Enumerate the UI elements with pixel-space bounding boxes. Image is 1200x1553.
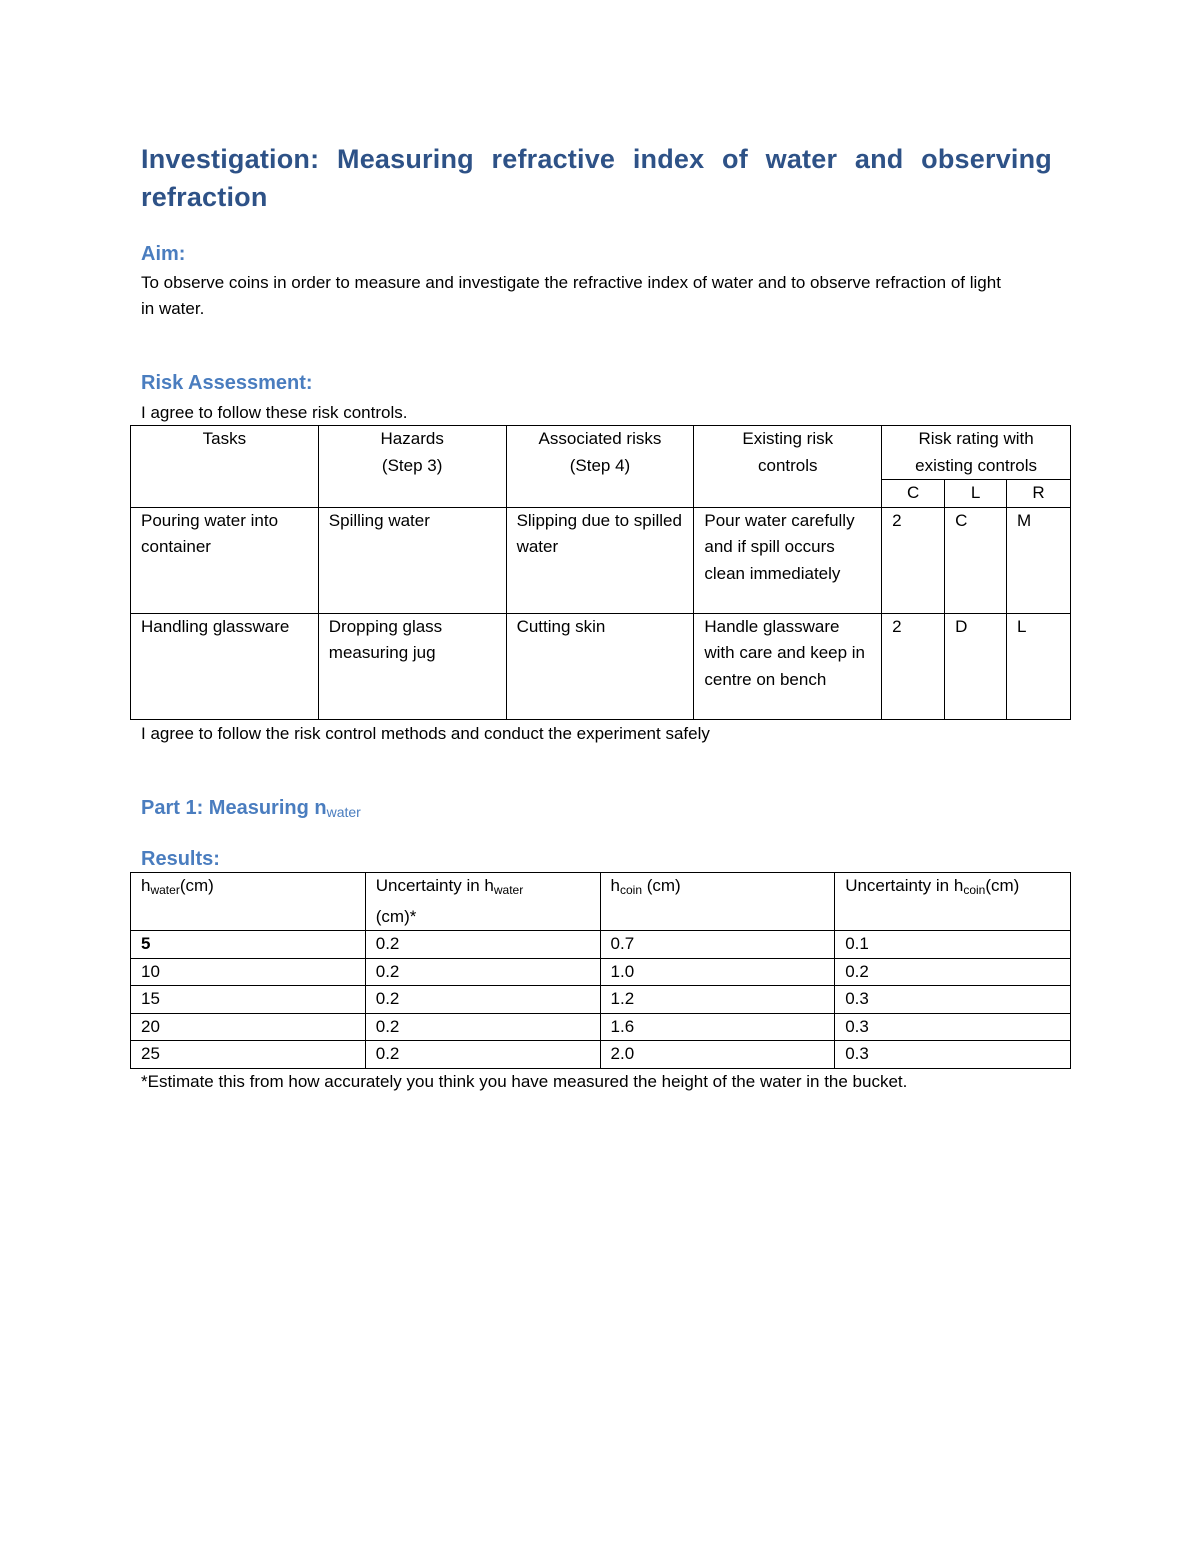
risk-task: Handling glassware: [131, 613, 319, 719]
risk-hazard: Spilling water: [318, 507, 506, 613]
risk-c: 2: [882, 507, 945, 613]
risk-associated: Cutting skin: [506, 613, 694, 719]
results-row: [131, 1041, 1071, 1069]
title-line-1: Investigation: Measuring refractive index of water and observing: [141, 144, 1052, 174]
h-water-value: 25: [131, 1041, 366, 1069]
risk-row: [131, 613, 1071, 719]
header-c: C: [882, 480, 945, 508]
risk-r: M: [1007, 507, 1071, 613]
uncertainty-h-water-value: 0.2: [365, 931, 600, 959]
risk-row: [131, 507, 1071, 613]
risk-heading: Risk Assessment:: [141, 372, 313, 394]
uncertainty-h-coin-value: 0.3: [835, 986, 1071, 1014]
header-hazards: Hazards (Step 3): [318, 426, 506, 508]
title-line-2: refraction: [141, 182, 268, 212]
aim-heading: Aim:: [141, 243, 186, 265]
risk-intro: I agree to follow these risk controls.: [141, 403, 408, 422]
results-row: [131, 986, 1071, 1014]
uncertainty-h-coin-value: 0.1: [835, 931, 1071, 959]
header-tasks: Tasks: [131, 426, 319, 508]
header-h-coin: $h_{coin}$ (cm): [600, 873, 835, 931]
h-water-value: 20: [131, 1013, 366, 1041]
header-risk-rating: Risk rating with existing controls: [882, 426, 1071, 480]
header-existing-controls: Existing risk controls: [694, 426, 882, 508]
risk-l: D: [945, 613, 1007, 719]
part1-heading-sub: water: [326, 804, 361, 820]
uncertainty-h-coin-value: 0.3: [835, 1013, 1071, 1041]
h-coin-value: 2.0: [600, 1041, 835, 1069]
header-r: R: [1007, 480, 1071, 508]
h-water-value: 10: [131, 958, 366, 986]
uncertainty-h-water-value: 0.2: [365, 1041, 600, 1069]
results-row: [131, 931, 1071, 959]
header-associated-risks: Associated risks (Step 4): [506, 426, 694, 508]
uncertainty-h-coin-value: 0.3: [835, 1041, 1071, 1069]
page-title: [141, 140, 1061, 216]
risk-r: L: [1007, 613, 1071, 719]
header-uncertainty-h-coin: Uncertainty in $h_{coin}(cm)$: [835, 873, 1071, 931]
results-row: [131, 958, 1071, 986]
uncertainty-h-water-value: 0.2: [365, 986, 600, 1014]
risk-header-row: [131, 426, 1071, 480]
uncertainty-h-coin-value: 0.2: [835, 958, 1071, 986]
header-h-water: $h_{water}(cm)$: [131, 873, 366, 931]
results-header-row: [131, 873, 1071, 931]
h-water-value: 5: [131, 931, 366, 959]
h-coin-value: 1.0: [600, 958, 835, 986]
results-row: [131, 1013, 1071, 1041]
uncertainty-h-water-value: 0.2: [365, 1013, 600, 1041]
risk-c: 2: [882, 613, 945, 719]
results-footnote: *Estimate this from how accurately you think you have measured the height of the water in the bucket.: [141, 1072, 908, 1091]
header-uncertainty-h-water: Uncertainty in $h_{water}$ (cm)*: [365, 873, 600, 931]
risk-hazard: Dropping glass measuring jug: [318, 613, 506, 719]
risk-control: Pour water carefully and if spill occurs clean immediately: [694, 507, 882, 613]
risk-table: [130, 425, 1071, 720]
risk-associated: Slipping due to spilled water: [506, 507, 694, 613]
part1-heading: [141, 795, 361, 825]
h-coin-value: 1.2: [600, 986, 835, 1014]
part1-heading-text: Part 1: Measuring n: [141, 797, 327, 819]
risk-l: C: [945, 507, 1007, 613]
risk-task: Pouring water into container: [131, 507, 319, 613]
uncertainty-h-water-value: 0.2: [365, 958, 600, 986]
header-l: L: [945, 480, 1007, 508]
h-water-value: 15: [131, 986, 366, 1014]
risk-footer: I agree to follow the risk control methods and conduct the experiment safely: [141, 724, 710, 743]
aim-text: To observe coins in order to measure and investigate the refractive index of water and to observe refraction of light in water.: [141, 273, 1001, 318]
results-heading: Results:: [141, 848, 220, 870]
h-coin-value: 0.7: [600, 931, 835, 959]
risk-control: Handle glassware with care and keep in centre on bench: [694, 613, 882, 719]
results-table: [130, 872, 1071, 1069]
h-coin-value: 1.6: [600, 1013, 835, 1041]
